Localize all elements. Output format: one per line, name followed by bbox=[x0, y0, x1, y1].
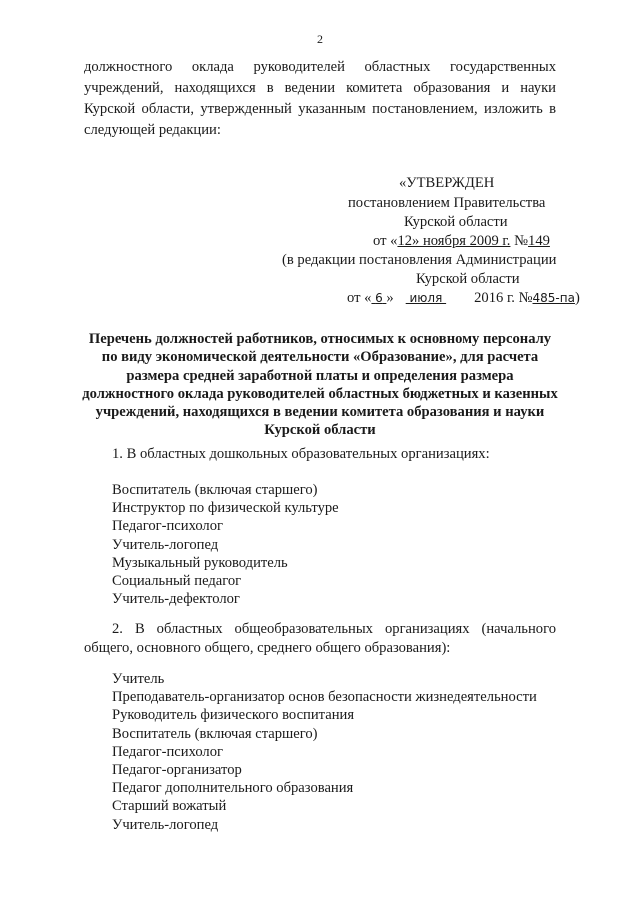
approval-date-original bbox=[373, 233, 550, 250]
date-month-year: » ноября 2009 г. bbox=[412, 233, 511, 249]
date-prefix: от « bbox=[347, 290, 372, 306]
list-item: Старший вожатый bbox=[112, 798, 227, 815]
number-label: № bbox=[510, 233, 529, 249]
list-item: Учитель-логопед bbox=[112, 536, 219, 553]
approval-line: (в редакции постановления Администрации bbox=[282, 252, 557, 268]
list-item: Педагог-организатор bbox=[112, 762, 242, 779]
approval-line: Курской области bbox=[416, 271, 520, 287]
date-day: 12 bbox=[397, 233, 413, 249]
date-year: 2016 г. № bbox=[474, 290, 533, 306]
list-item: Учитель-дефектолог bbox=[112, 591, 240, 608]
list-item: Инструктор по физической культуре bbox=[112, 500, 339, 517]
section-2-heading: 2. В областных общеобразовательных организациях (начального общего, основного общего, среднего общего образования): bbox=[84, 621, 556, 656]
list-item: Социальный педагог bbox=[112, 573, 242, 590]
list-item: Учитель-логопед bbox=[112, 816, 219, 833]
list-item: Учитель bbox=[112, 671, 165, 687]
list-item: Воспитатель (включая старшего) bbox=[112, 482, 318, 498]
closing-paren: ) bbox=[574, 290, 580, 306]
decree-number: 485-па bbox=[532, 291, 575, 305]
approval-line: Курской области bbox=[404, 214, 508, 230]
page-number: 2 bbox=[317, 32, 323, 46]
list-item: Музыкальный руководитель bbox=[112, 554, 288, 571]
intro-paragraph: должностного оклада руководителей областных государственных учреждений, находящихся в ведении комитета образования и науки Курской области, утвержденный указанным постановлением, изложить в следующей редакции: bbox=[84, 59, 556, 138]
list-item: Преподаватель-организатор основ безопасности жизнедеятельности bbox=[112, 689, 537, 706]
approval-heading: «УТВЕРЖДЕН bbox=[399, 175, 495, 191]
section-1-heading: 1. В областных дошкольных образовательных организациях: bbox=[112, 446, 490, 462]
approval-line: постановлением Правительства bbox=[348, 195, 546, 211]
date-day: 6 bbox=[375, 291, 383, 305]
list-item: Руководитель физического воспитания bbox=[112, 707, 355, 724]
section-2-list bbox=[112, 670, 537, 834]
list-item: Педагог-психолог bbox=[112, 518, 223, 535]
document-title: Перечень должностей работников, относимых к основному персоналу по виду экономической деятельности «Образование», для расчета размера средней заработной платы и определения размера должностного оклада руководителей областных бюджетных и казенных учреждений, находящихся в ведении комитета образования и науки Курской области bbox=[82, 331, 558, 439]
decree-number: 149 bbox=[528, 233, 550, 249]
approval-date-revision bbox=[347, 290, 580, 307]
list-item: Воспитатель (включая старшего) bbox=[112, 725, 318, 742]
date-quote: » bbox=[386, 290, 394, 306]
section-1-list bbox=[112, 481, 339, 608]
list-item: Педагог дополнительного образования bbox=[112, 780, 354, 797]
date-month: июля bbox=[405, 291, 447, 305]
date-prefix: от « bbox=[373, 233, 398, 249]
list-item: Педагог-психолог bbox=[112, 743, 223, 760]
